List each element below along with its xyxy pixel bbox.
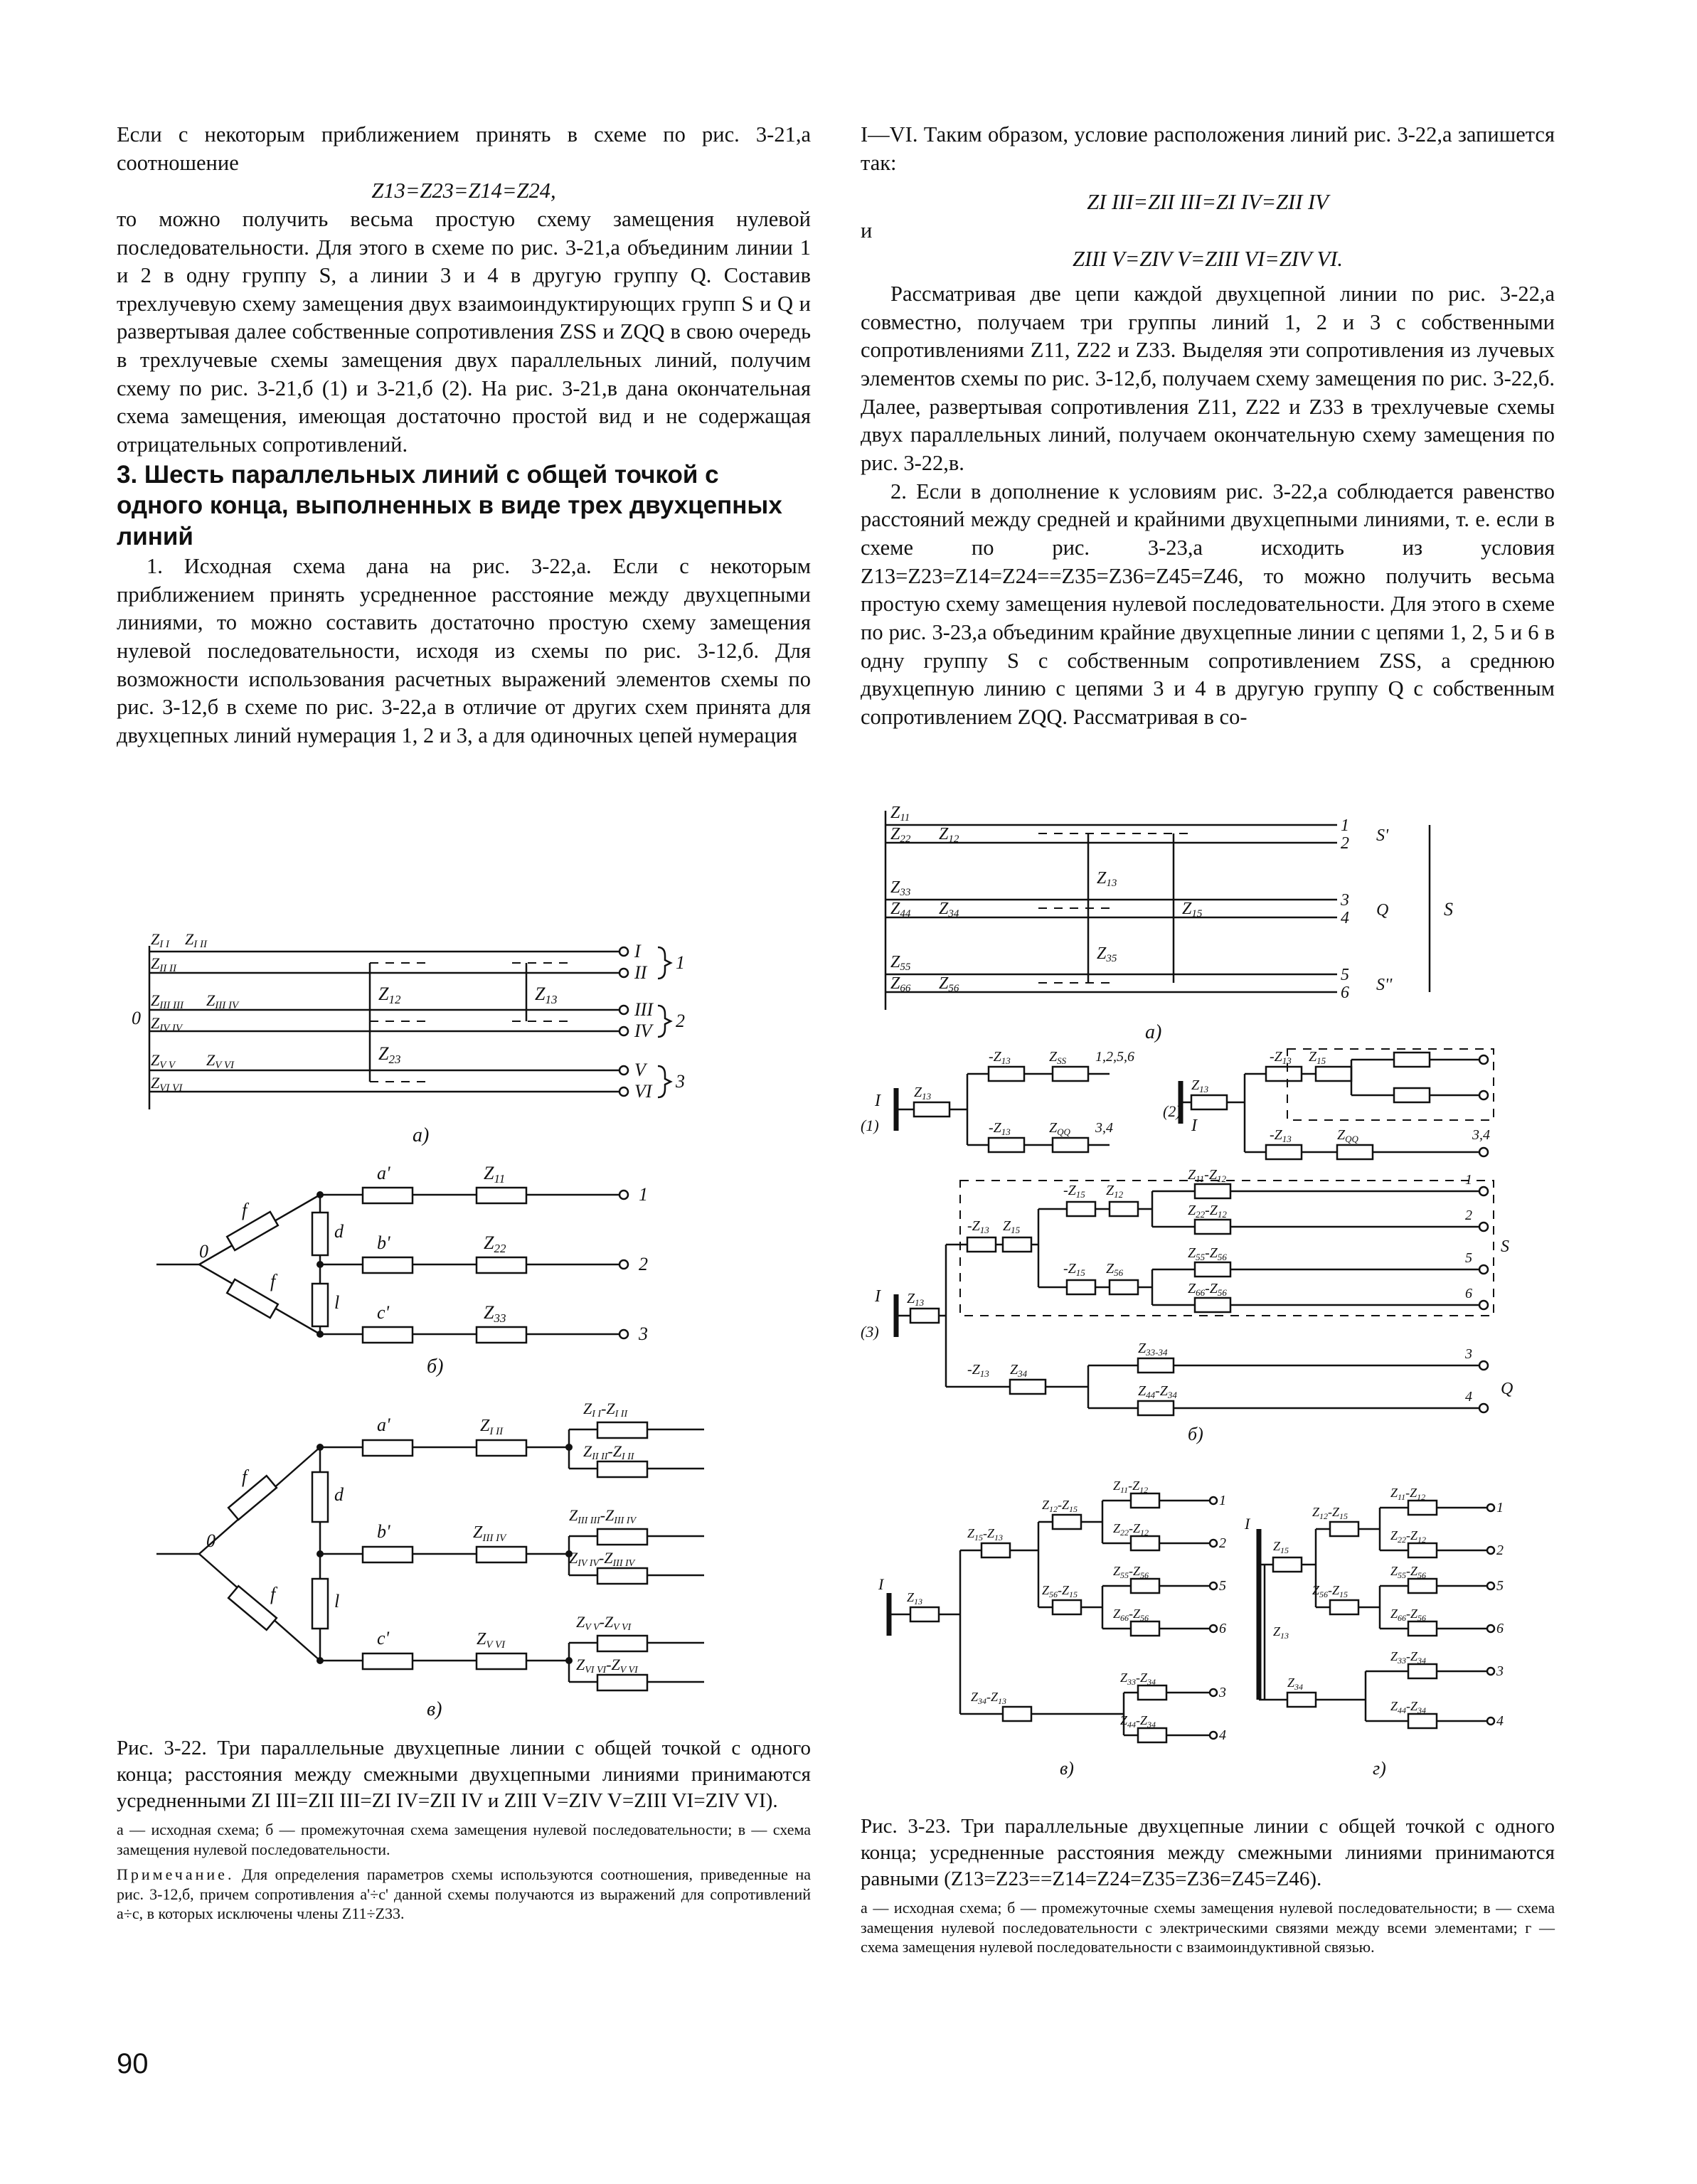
fig-3-23-caption-block — [861, 1813, 1555, 1957]
fig-3-22b-diagram — [128, 1145, 711, 1380]
fig-3-22b-sublabel: б) — [427, 1355, 444, 1378]
svg-text:ZV V: ZV V — [151, 1051, 176, 1071]
svg-text:a': a' — [377, 1415, 390, 1435]
svg-text:I: I — [1191, 1117, 1197, 1135]
svg-text:Z13: Z13 — [1097, 869, 1117, 889]
fig-3-23b-sublabel: б) — [1188, 1424, 1203, 1444]
fig-3-23a-sublabel: а) — [1145, 1021, 1162, 1043]
svg-text:-Z13: $-Z_{13}$ — [1270, 1127, 1292, 1144]
svg-text:ZQQ: $Z_{QQ}$ — [1337, 1127, 1358, 1144]
page-number: 90 — [117, 2048, 149, 2079]
left-formula-1: Z13=Z23=Z14=Z24, — [371, 179, 556, 203]
fig-3-23a-diagram — [875, 797, 1515, 1045]
svg-text:Z11-Z12: $Z_{11}-Z_{12}$ — [1113, 1479, 1149, 1495]
svg-text:(2): (2) — [1163, 1102, 1181, 1120]
svg-text:Z13: $Z_{13}$ — [1191, 1077, 1209, 1094]
svg-text:f: f — [242, 1200, 248, 1220]
svg-text:6: 6 — [1465, 1286, 1472, 1301]
fig-3-23d-sublabel: г) — [1373, 1758, 1386, 1779]
svg-text:2: 2 — [676, 1011, 685, 1031]
branch-2 — [320, 1257, 628, 1273]
svg-text:Z12-Z15: $Z_{12}-Z_{15}$ — [1312, 1505, 1348, 1521]
svg-text:Z13: $Z_{13}$ — [907, 1291, 925, 1308]
svg-text:Z66: Z66 — [890, 974, 911, 994]
svg-text:Z56-Z15: $Z_{56}-Z_{15}$ — [1042, 1583, 1078, 1599]
svg-text:Z55: Z55 — [890, 953, 911, 973]
label-ZII: ZI I — [151, 930, 169, 950]
left-para-1: Если с некоторым приближением принять в схеме по рис. 3-21,а соотношение — [117, 122, 811, 175]
svg-text:4: 4 — [1496, 1713, 1504, 1729]
svg-text:3,4: 3,4 — [1472, 1127, 1490, 1143]
svg-text:2: 2 — [1219, 1535, 1226, 1551]
svg-text:-Z13: $-Z_{13}$ — [989, 1120, 1011, 1137]
svg-text:VI: VI — [634, 1081, 652, 1102]
fig-3-22a-sublabel: а) — [413, 1124, 430, 1146]
svg-text:l: l — [334, 1292, 340, 1313]
line-I — [149, 947, 628, 956]
svg-text:V: V — [634, 1060, 646, 1080]
svg-text:Z13: $Z_{13}$ — [907, 1590, 923, 1607]
svg-text:ZI II: ZI II — [185, 930, 207, 950]
fig-3-22-caption: Рис. 3-22. Три параллельные двухцепные линии с общей точкой с одного конца; расстояния между смежными двухцепными линиями принимаются усредненными ZI III=ZII III=ZI IV=ZII IV и ZIII V=ZIV V=ZIII VI=ZIV VI). — [117, 1737, 811, 1813]
fig-3-22c-diagram — [128, 1380, 711, 1721]
svg-text:Z33: Z33 — [484, 1302, 506, 1325]
left-para-2: то можно получить весьма простую схему замещения нулевой последовательности. Для этого в схеме по рис. 3-21,а объединим линии 1 и 2 в одну группу S, а линии 3 и 4 в другую группу Q. Составив трехлучевую схему замещения двух взаимоиндуктирующих групп S и Q и развертывая далее собственные сопротивления ZSS и ZQQ в свою очередь в трехлучевые схемы замещения двух параллельных линий, получим схему по рис. 3-21,б (1) и 3-21,б (2). На рис. 3-21,в дана окончательная схема замещения, имеющая достаточно простой вид и не содержащая отрицательных сопротивлений. — [117, 206, 811, 457]
svg-text:Z56: $Z_{56}$ — [1106, 1261, 1124, 1278]
svg-text:Z11-Z12: $Z_{11}-Z_{12}$ — [1188, 1167, 1226, 1184]
right-and: и — [861, 218, 873, 243]
svg-text:ZVI VI: ZVI VI — [151, 1074, 183, 1094]
svg-text:3: 3 — [639, 1323, 648, 1344]
svg-text:Z11-Z12: $Z_{11}-Z_{12}$ — [1390, 1486, 1426, 1502]
svg-text:ZI II: $Z_{I II}$ — [480, 1417, 504, 1437]
svg-text:Z66-Z56: $Z_{66}-Z_{56}$ — [1188, 1281, 1227, 1298]
svg-text:4: 4 — [1465, 1389, 1472, 1405]
svg-text:Z44: Z44 — [890, 900, 911, 920]
svg-text:f: f — [242, 1466, 248, 1487]
svg-text:IV: IV — [634, 1021, 652, 1041]
svg-text:a': a' — [377, 1163, 390, 1183]
svg-text:l: l — [334, 1591, 340, 1612]
svg-text:5: 5 — [1465, 1250, 1472, 1266]
svg-text:Z34: $Z_{34}$ — [1010, 1362, 1028, 1379]
svg-text:6: 6 — [1341, 984, 1349, 1002]
svg-text:b': b' — [377, 1521, 390, 1542]
svg-text:d: d — [334, 1484, 344, 1505]
svg-text:Z13: $Z_{13}$ — [1273, 1624, 1289, 1641]
svg-text:0: 0 — [199, 1241, 208, 1262]
svg-text:Z66-Z56: $Z_{66}-Z_{56}$ — [1390, 1607, 1427, 1623]
svg-text:III: III — [634, 999, 653, 1020]
svg-text:f: f — [270, 1584, 276, 1604]
section-heading: 3. Шесть параллельных линий с общей точкой с одного конца, выполненных в виде трех двухцепных линий — [117, 460, 782, 551]
fig-3-23-caption: Рис. 3-23. Три параллельные двухцепные линии с общей точкой с одного конца; усредненные расстояния между смежными линиями принимаются равными (Z13=Z23==Z14=Z24=Z35=Z36=Z45=Z46). — [861, 1815, 1555, 1891]
svg-text:Z55-Z56: $Z_{55}-Z_{56}$ — [1113, 1564, 1149, 1580]
svg-text:ZVI VI-ZV VI: ZVI VI-ZV VI — [576, 1656, 638, 1676]
svg-text:ZIII III: ZIII III — [151, 991, 183, 1011]
svg-text:I: I — [875, 1092, 881, 1110]
svg-text:ZIII IV: $Z_{III IV}$ — [473, 1523, 506, 1544]
svg-text:-Z15: $-Z_{15}$ — [1063, 1183, 1085, 1200]
svg-text:Q: Q — [1376, 901, 1389, 920]
line-VI — [149, 1087, 628, 1096]
svg-text:3: 3 — [1341, 891, 1349, 910]
svg-text:Z12: Z12 — [939, 825, 959, 845]
svg-text:Z35: Z35 — [1097, 944, 1117, 964]
svg-text:Z34-Z13: $Z_{34}-Z_{13}$ — [971, 1690, 1007, 1706]
svg-text:Z22-Z12: $Z_{22}-Z_{12}$ — [1113, 1521, 1149, 1538]
svg-text:3: 3 — [1219, 1685, 1226, 1700]
svg-text:Z56: Z56 — [939, 974, 959, 994]
svg-text:ZSS: $Z_{SS}$ — [1049, 1049, 1067, 1066]
svg-text:S'': S'' — [1376, 976, 1393, 994]
svg-text:1: 1 — [639, 1184, 648, 1205]
svg-text:I: I — [878, 1575, 884, 1593]
svg-text:Z12: $Z_{12}$ — [1106, 1183, 1124, 1200]
svg-text:c': c' — [377, 1628, 390, 1648]
svg-text:Z15: $Z_{15}$ — [1273, 1539, 1289, 1555]
svg-text:0: 0 — [132, 1008, 141, 1028]
svg-text:Z22: Z22 — [484, 1232, 506, 1255]
svg-text:Z15-Z13: $Z_{15}-Z_{13}$ — [967, 1526, 1004, 1543]
svg-text:ZV VI: $Z_{V VI}$ — [477, 1630, 506, 1651]
line-IV — [149, 1027, 628, 1035]
svg-text:f: f — [270, 1271, 276, 1291]
svg-text:2: 2 — [639, 1254, 648, 1274]
svg-text:ZV V-ZV VI: ZV V-ZV VI — [576, 1613, 632, 1633]
svg-text:Z44-Z34: $Z_{44}-Z_{34}$ — [1390, 1699, 1427, 1715]
svg-text:6: 6 — [1496, 1621, 1504, 1636]
svg-text:-Z13: $-Z_{13}$ — [967, 1362, 989, 1379]
svg-text:Z44-Z34: $Z_{44}-Z_{34}$ — [1138, 1383, 1177, 1400]
branch-3 — [320, 1327, 628, 1343]
svg-text:Z33: Z33 — [890, 878, 911, 898]
svg-text:ZV VI: ZV VI — [206, 1051, 235, 1071]
svg-text:3: 3 — [1465, 1346, 1472, 1362]
svg-text:Z12-Z15: $Z_{12}-Z_{15}$ — [1042, 1498, 1078, 1514]
svg-text:4: 4 — [1219, 1727, 1226, 1743]
right-formula-2: ZIII V=ZIV V=ZIII VI=ZIV VI. — [1073, 246, 1343, 271]
svg-text:Z66-Z56: $Z_{66}-Z_{56}$ — [1113, 1607, 1149, 1623]
svg-text:d: d — [334, 1221, 344, 1242]
svg-text:1: 1 — [1465, 1172, 1472, 1188]
svg-text:Z34: $Z_{34}$ — [1287, 1676, 1304, 1692]
svg-text:3: 3 — [1496, 1663, 1504, 1679]
svg-text:Z22-Z12: $Z_{22}-Z_{12}$ — [1390, 1528, 1427, 1545]
svg-text:I: I — [1245, 1515, 1250, 1533]
svg-text:-Z13: $-Z_{13}$ — [1270, 1049, 1292, 1066]
svg-text:1: 1 — [676, 952, 685, 973]
svg-text:-Z15: $-Z_{15}$ — [1063, 1261, 1085, 1278]
fig-3-23c-sublabel: в) — [1060, 1758, 1074, 1779]
svg-text:Z34: Z34 — [939, 900, 959, 920]
right-para-2: Рассматривая две цепи каждой двухцепной линии по рис. 3-22,а совместно, получаем три группы линий 1, 2 и 3 с собственными сопротивлениями Z11, Z22 и Z33. Выделяя эти сопротивления из лучевых элементов схемы по рис. 3-12,б, получаем схему замещения по рис. 3-22,б. Далее, развертывая сопротивления Z11, Z22 и Z33 в трехлучевые схемы двух параллельных линий, получаем окончательную схему замещения по рис. 3-22,в. — [861, 282, 1555, 476]
fig-3-22c-sublabel: в) — [427, 1698, 442, 1720]
right-formula-1: ZI III=ZII III=ZI IV=ZII IV — [1087, 190, 1329, 215]
line-II — [149, 969, 628, 977]
fig-3-22-caption-block — [117, 1735, 811, 1924]
svg-text:Z15: Z15 — [1182, 900, 1203, 920]
svg-text:1: 1 — [1341, 816, 1349, 835]
svg-text:5: 5 — [1219, 1578, 1226, 1594]
svg-text:I: I — [875, 1287, 881, 1306]
svg-text:ZI I-ZI II: ZI I-ZI II — [583, 1400, 628, 1419]
right-para-3: 2. Если в дополнение к условиям рис. 3-22,а соблюдается равенство расстояний между средней и крайними двухцепными линиями, т. е. если в схеме по рис. 3-23,а исходить из условия Z13=Z23=Z14=Z24==Z35=Z36=Z45=Z46, то можно получить весьма простую схему замещения нулевой последовательности. Для этого в схеме по рис. 3-23,а объединим крайние двухцепные линии с цепями 1, 2, 5 и 6 в одну группу S с собственным сопротивлением ZSS, а среднюю двухцепную линию с цепями 3 и 4 в другую группу Q с собственным сопротивлением ZQQ. Рассматривая в со- — [861, 479, 1555, 729]
svg-text:2: 2 — [1465, 1208, 1472, 1223]
svg-text:1: 1 — [1496, 1500, 1504, 1516]
svg-text:5: 5 — [1496, 1578, 1504, 1594]
svg-text:ZIV IV-ZIII IV: ZIV IV-ZIII IV — [569, 1549, 635, 1569]
svg-text:ZII II: ZII II — [151, 954, 176, 974]
fig-3-23-legend: а — исходная схема; б — промежуточные схемы замещения нулевой последовательности; в — схема замещения нулевой последовательности с электрическими связями между всеми элементами; г — схема замещения нулевой последовательности с взаимоиндуктивной связью. — [861, 1899, 1555, 1956]
svg-text:Z56-Z15: $Z_{56}-Z_{15}$ — [1312, 1583, 1348, 1599]
svg-text:Z15: $Z_{15}$ — [1309, 1049, 1326, 1066]
svg-text:Z22: Z22 — [890, 825, 911, 845]
svg-text:ZIV IV: ZIV IV — [151, 1014, 183, 1034]
note-label: Примечание. — [117, 1865, 235, 1884]
svg-text:ZQQ: $Z_{QQ}$ — [1049, 1120, 1070, 1137]
svg-text:0: 0 — [206, 1530, 216, 1551]
svg-text:-Z13: $-Z_{13}$ — [967, 1218, 989, 1235]
svg-text:c': c' — [377, 1302, 390, 1323]
svg-text:Z23: Z23 — [378, 1043, 401, 1066]
svg-text:2: 2 — [1341, 834, 1349, 853]
svg-text:Z11: Z11 — [890, 804, 910, 824]
right-para-1: I—VI. Таким образом, условие расположения линий рис. 3-22,а запишется так: — [861, 122, 1555, 175]
branch-1 — [320, 1188, 628, 1203]
svg-text:Z55-Z56: $Z_{55}-Z_{56}$ — [1188, 1245, 1227, 1262]
svg-text:Z13: $Z_{13}$ — [914, 1085, 932, 1102]
left-column — [117, 121, 811, 750]
svg-text:b': b' — [377, 1232, 390, 1253]
svg-text:II: II — [634, 962, 647, 983]
note-text: Для определения параметров схемы используются соотношения, приведенные на рис. 3-12,б, причем сопротивления a'÷c' данной схемы получаются из выражений для сопротивлений a÷c, в которых исключены члены Z11÷Z33. — [117, 1865, 812, 1923]
svg-text:Z44-Z34: $Z_{44}-Z_{34}$ — [1120, 1713, 1156, 1730]
svg-text:Z55-Z56: $Z_{55}-Z_{56}$ — [1390, 1564, 1427, 1580]
svg-text:2: 2 — [1496, 1543, 1504, 1558]
fig-3-22a-diagram — [128, 925, 711, 1152]
svg-text:Z33-Z34: $Z_{33}-Z_{34}$ — [1120, 1671, 1156, 1687]
svg-text:Z15: $Z_{15}$ — [1003, 1218, 1021, 1235]
left-para-3: 1. Исходная схема дана на рис. 3-22,а. Если с некоторым приближением принять усредненное расстояние между двухцепными линиями, то можно составить достаточно простую схему замещения нулевой последовательности, исходя из схемы по рис. 3-12,б. Для возможности использования расчетных выражений элементов схемы по рис. 3-12,б в схеме по рис. 3-22,а в отличие от других схем принята для двухцепных линий нумерация 1, 2 и 3, а для одиночных цепей нумерация — [117, 553, 811, 747]
right-column — [861, 121, 1555, 731]
svg-text:S': S' — [1376, 826, 1389, 845]
svg-text:S: S — [1501, 1237, 1509, 1256]
svg-text:3,4: 3,4 — [1095, 1120, 1113, 1136]
svg-text:Z12: Z12 — [378, 984, 401, 1006]
fig-3-22-note — [117, 1865, 811, 1924]
svg-text:Z22-Z12: $Z_{22}-Z_{12}$ — [1188, 1203, 1227, 1220]
svg-text:1,2,5,6: 1,2,5,6 — [1095, 1049, 1134, 1065]
fig-3-22-legend: а — исходная схема; б — промежуточная схема замещения нулевой последовательности; в — схема замещения нулевой последовательности. — [117, 1821, 811, 1858]
svg-text:(1): (1) — [861, 1117, 879, 1134]
svg-text:5: 5 — [1341, 966, 1349, 984]
svg-text:ZIII III-ZIII IV: ZIII III-ZIII IV — [569, 1506, 636, 1526]
fig-3-23b-diagram — [853, 1049, 1550, 1479]
svg-text:Q: Q — [1501, 1380, 1514, 1398]
svg-text:1: 1 — [1219, 1493, 1226, 1508]
svg-text:I: I — [634, 941, 641, 962]
svg-text:6: 6 — [1219, 1621, 1226, 1636]
svg-text:(3): (3) — [861, 1323, 879, 1341]
svg-text:3: 3 — [676, 1071, 685, 1092]
svg-text:S: S — [1444, 899, 1453, 920]
fig-3-23cd-diagram — [875, 1479, 1558, 1785]
svg-text:-Z13: $-Z_{13}$ — [989, 1049, 1011, 1066]
svg-text:Z33-34: $Z_{33-34}$ — [1138, 1341, 1168, 1358]
svg-text:ZIII IV: ZIII IV — [206, 991, 239, 1011]
svg-text:Z33-Z34: $Z_{33}-Z_{34}$ — [1390, 1649, 1427, 1666]
svg-text:Z13: Z13 — [535, 984, 558, 1006]
svg-text:4: 4 — [1341, 909, 1349, 927]
svg-text:Z11: Z11 — [484, 1163, 506, 1186]
svg-text:ZII II-ZI II: ZII II-ZI II — [583, 1442, 634, 1462]
